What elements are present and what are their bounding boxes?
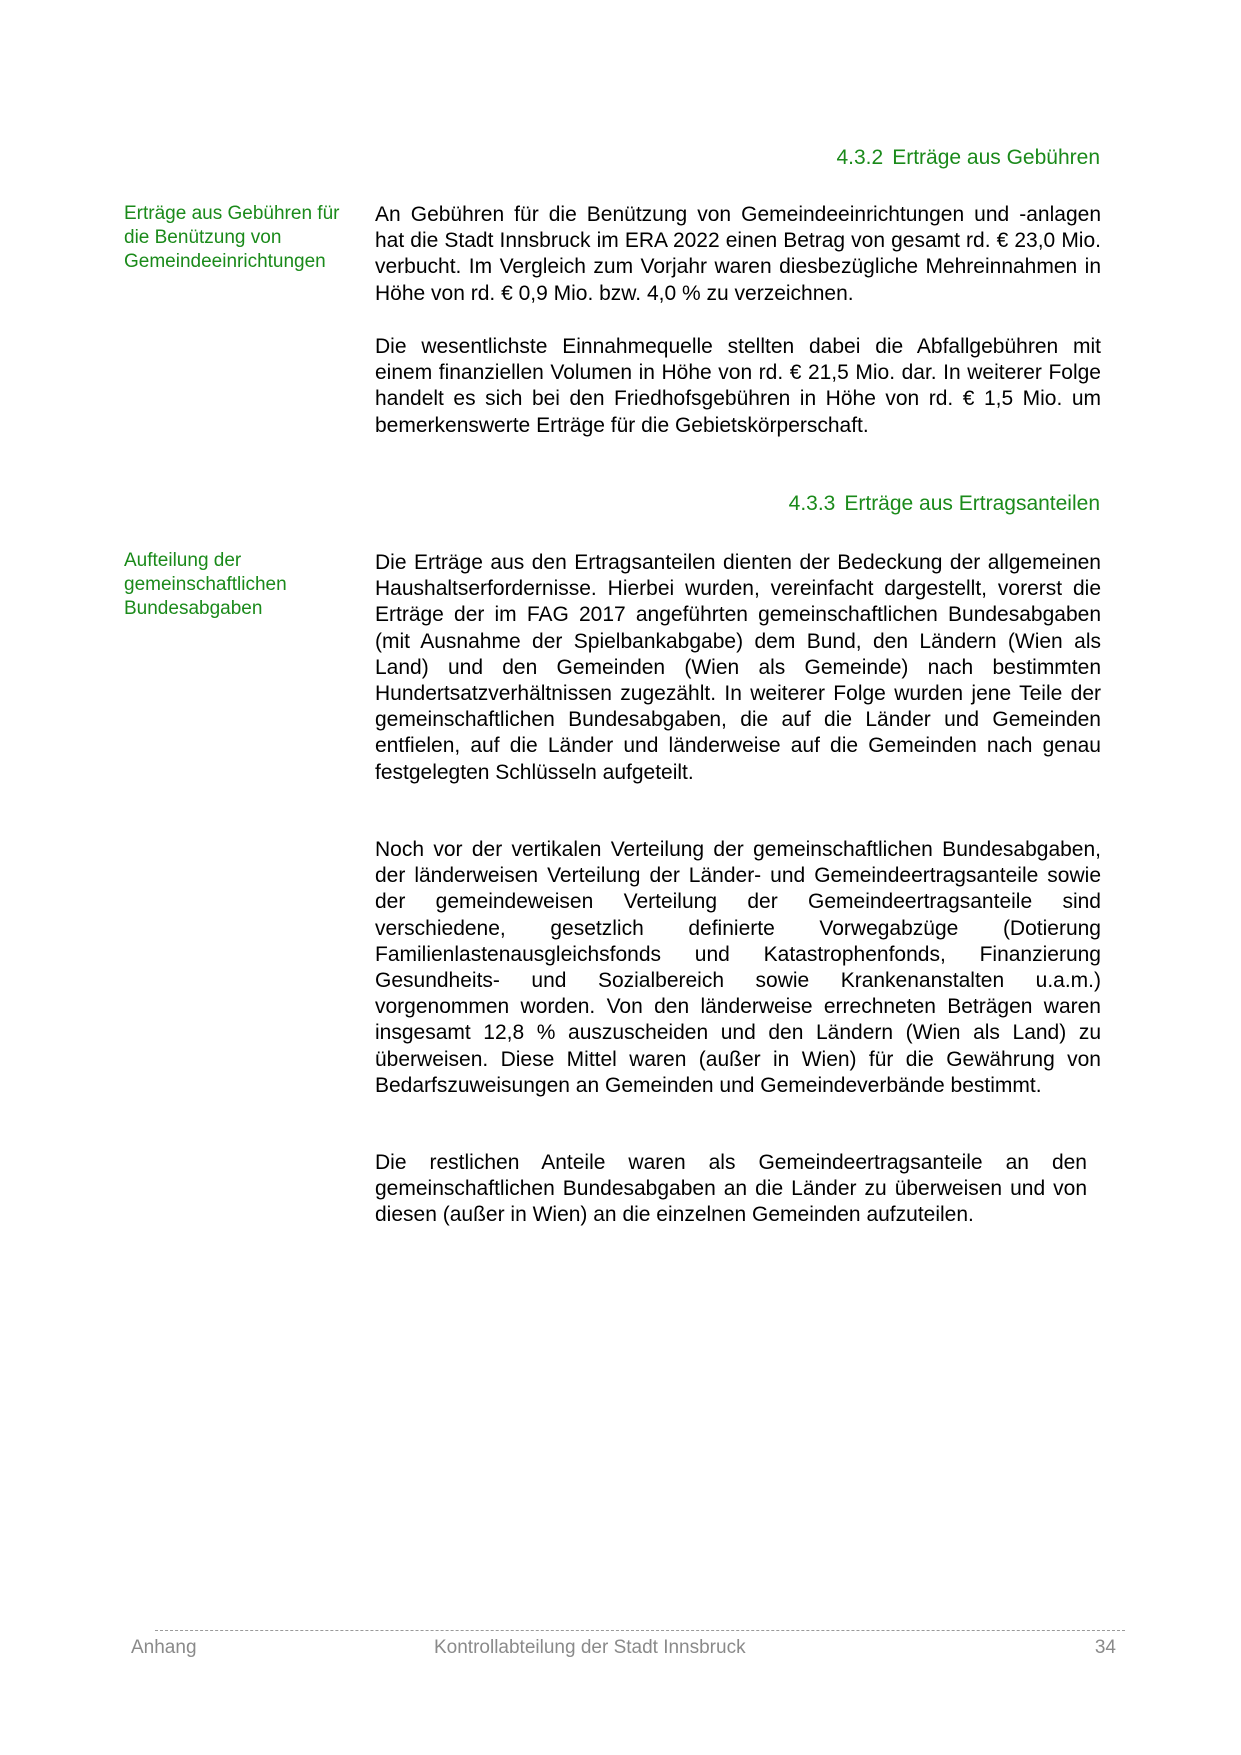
- paragraph: Die wesentlichste Einnahmequelle stellten dabei die Abfallgebühren mit einem finanziellen Volumen in Höhe von rd. € 21,5 Mio. dar. In weiterer Folge handelt es sich bei den Friedhofsgebühren in Höhe von rd. € 1,5 Mio. um bemerkenswerte Erträge für die Gebietskörperschaft.: [375, 335, 1101, 437]
- section-heading-4-3-3: [789, 492, 1100, 516]
- section-number: 4.3.2: [836, 146, 884, 169]
- margin-note-gebuehren: Erträge aus Gebühren für die Benützung von Gemeindeeinrichtungen: [124, 203, 340, 272]
- footer-divider: [155, 1630, 1125, 1631]
- section-number: 4.3.3: [788, 492, 836, 515]
- section-title: Erträge aus Ertragsanteilen: [844, 492, 1100, 515]
- footer-center-label: Kontrollabteilung der Stadt Innsbruck: [434, 1637, 746, 1658]
- paragraph: Die restlichen Anteile waren als Gemeindeertragsanteile an den gemeinschaftlichen Bundesabgaben an die Länder zu überweisen und von diesen (außer in Wien) an die einzelnen Gemeinden aufzuteilen.: [375, 1151, 1087, 1227]
- section-heading-4-3-2: [836, 146, 1100, 170]
- margin-note-bundesabgaben: Aufteilung der gemeinschaftlichen Bundesabgaben: [124, 550, 287, 619]
- paragraph: An Gebühren für die Benützung von Gemeindeeinrichtungen und -anlagen hat die Stadt Innsbruck im ERA 2022 einen Betrag von gesamt rd. € 23,0 Mio. verbucht. Im Vergleich zum Vorjahr waren diesbezügliche Mehreinnahmen in Höhe von rd. € 0,9 Mio. bzw. 4,0 % zu verzeichnen.: [375, 203, 1101, 305]
- page-number: 34: [1094, 1637, 1116, 1658]
- section-title: Erträge aus Gebühren: [892, 146, 1100, 169]
- paragraph: Noch vor der vertikalen Verteilung der gemeinschaftlichen Bundesabgaben, der länderweisen Verteilung der Länder- und Gemeindeertragsanteile sowie der gemeindeweisen Verteilung der Gemeindeertragsanteile sind verschiedene, gesetzlich definierte Vorwegabzüge (Dotierung Familienlastenausgleichsfonds und Katastrophenfonds, Finanzierung Gesundheits- und Sozialbereich sowie Krankenanstalten u.a.m.) vorgenommen worden. Von den länderweise errechneten Beträgen waren insgesamt 12,8 % auszuscheiden und den Ländern (Wien als Land) zu überweisen. Diese Mittel waren (außer in Wien) für die Gewährung von Bedarfszuweisungen an Gemeinden und Gemeindeverbände bestimmt.: [375, 838, 1101, 1097]
- footer-left-label: Anhang: [131, 1637, 197, 1658]
- paragraph: Die Erträge aus den Ertragsanteilen dienten der Bedeckung der allgemeinen Haushaltserfordernisse. Hierbei wurden, vereinfacht dargestellt, vorerst die Erträge der im FAG 2017 angeführten gemeinschaftlichen Bundesabgaben (mit Ausnahme der Spielbankabgabe) dem Bund, den Ländern (Wien als Land) und den Gemeinden (Wien als Gemeinde) nach bestimmten Hundertsatzverhältnissen zugezählt. In weiterer Folge wurden jene Teile der gemeinschaftlichen Bundesabgaben, die auf die Länder und Gemeinden entfielen, auf die Länder und länderweise auf die Gemeinden nach genau festgelegten Schlüsseln aufgeteilt.: [375, 551, 1101, 784]
